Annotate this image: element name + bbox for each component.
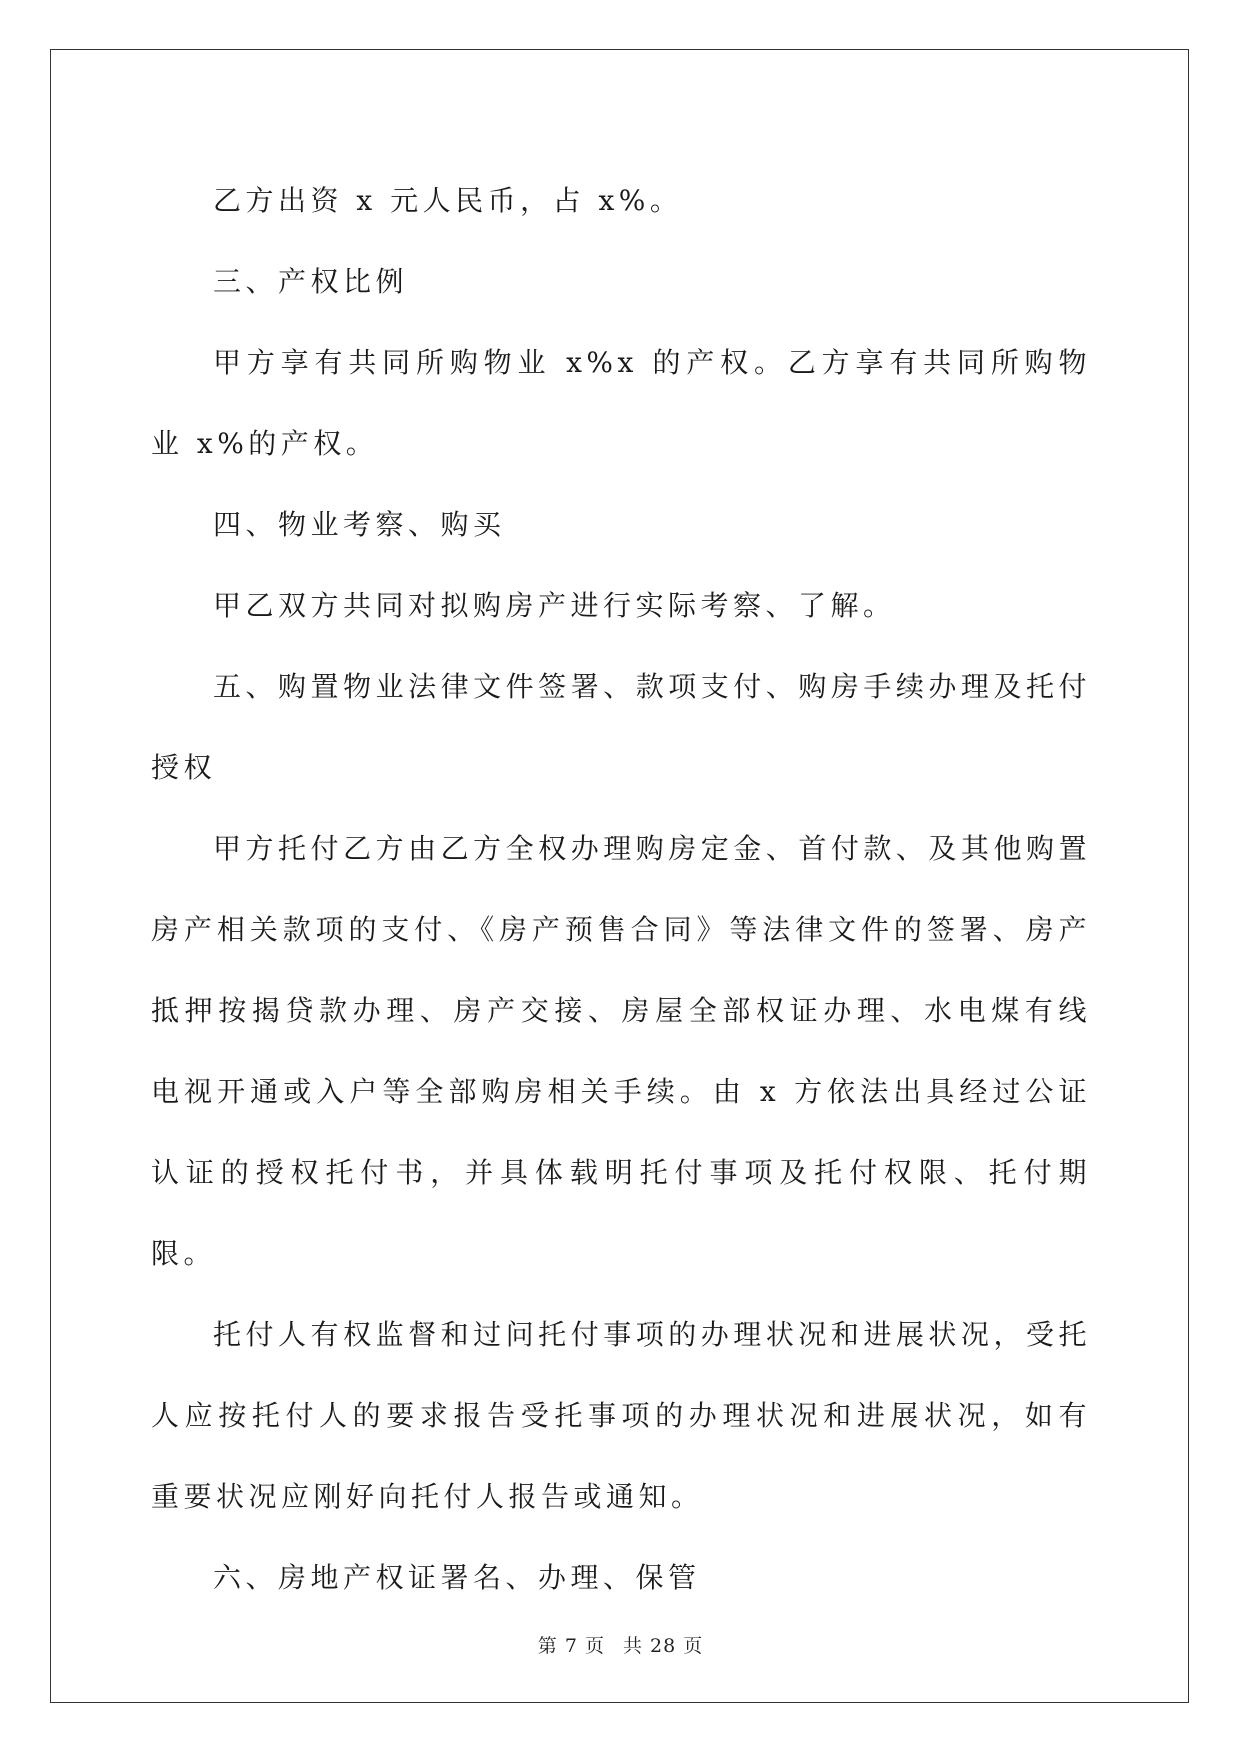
paragraph-investment-b: 乙方出资 x 元人民币，占 x%。 — [213, 184, 683, 217]
page-number: 第 7 页 — [537, 1635, 605, 1657]
paragraph-inspection: 甲乙双方共同对拟购房产进行实际考察、了解。 — [213, 589, 896, 622]
page-total: 共 28 页 — [622, 1635, 704, 1657]
heading-section-3: 三、产权比例 — [213, 265, 409, 298]
paragraph-ownership-ratio: 甲方享有共同所购物业 x%x 的产权。乙方享有共同所购物业 x%的产权。 — [151, 346, 1091, 460]
heading-section-6: 六、房地产权证署名、办理、保管 — [213, 1561, 701, 1594]
paragraph-entrustment: 甲方托付乙方由乙方全权办理购房定金、首付款、及其他购置房产相关款项的支付、《房产预售合同》等法律文件的签署、房产抵押按揭贷款办理、房产交接、房屋全部权证办理、水电煤有线电视开通或入户等全部购房相关手续。由 x 方依法出具经过公证认证的授权托付书，并具体载明托付事项及托付权限、托付期限。 — [151, 832, 1091, 1270]
paragraph-supervision: 托付人有权监督和过问托付事项的办理状况和进展状况，受托人应按托付人的要求报告受托事项的办理状况和进展状况，如有重要状况应刚好向托付人报告或通知。 — [151, 1318, 1091, 1513]
heading-section-4: 四、物业考察、购买 — [213, 508, 506, 541]
page-footer — [0, 1631, 1241, 1658]
heading-section-5: 五、购置物业法律文件签署、款项支付、购房手续办理及托付授权 — [151, 670, 1091, 784]
document-body — [151, 160, 1091, 1618]
